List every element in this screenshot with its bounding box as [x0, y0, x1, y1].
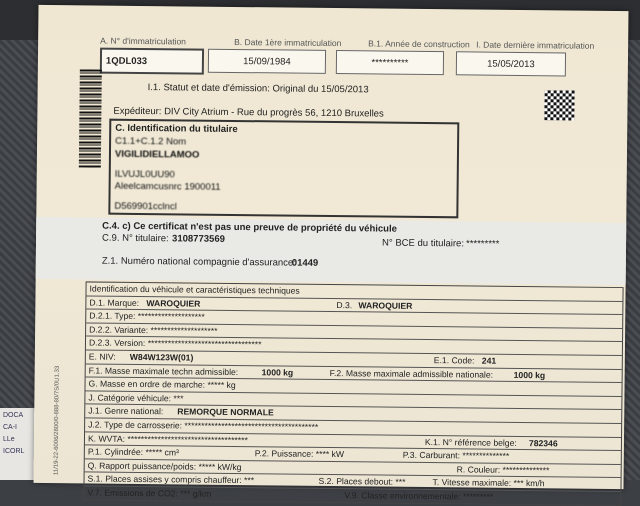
construction-year-label: B.1. Année de construction [368, 38, 470, 50]
c4-notice: C.4. c) Ce certificat n'est pas une preuve de propriété du véhicule [102, 220, 397, 235]
serial-number: 11/19-22-6006/2800/0-888-80/7S/0U1.33 [53, 365, 61, 476]
variant-field: D.2.2. Variante: ******************** [89, 324, 218, 336]
f2-label: F.2. Masse maximale admissible nationale: [329, 367, 494, 380]
bce-value: ********* [465, 238, 500, 250]
code-value: 241 [481, 355, 497, 366]
power-weight-field: Q. Rapport puissance/poids: ***** kW/kg [87, 460, 242, 472]
mass-field: G. Masse en ordre de marche: ***** kg [88, 378, 236, 391]
reference-value: 782346 [528, 437, 558, 448]
f1-label: F.1. Masse maximale techn admissible: [88, 365, 239, 377]
last-registration-label: I. Date dernière immatriculation [476, 39, 595, 51]
vin-value: W84W123W(01) [129, 351, 194, 363]
d3-label: D.3. [336, 299, 353, 310]
colour-field: R. Couleur: ************** [456, 464, 550, 476]
category-field: J. Catégorie véhicule: *** [88, 392, 184, 404]
holder-number-label: C.9. N° titulaire: [102, 232, 169, 245]
holder-line: VIGILIDIELLAMOO [114, 148, 200, 161]
d3-value: WAROQUIER [358, 299, 413, 311]
power-field: P.2. Puissance: **** kW [254, 448, 345, 460]
datamatrix-code [544, 90, 574, 120]
holder-line: D569901cclncl [114, 200, 177, 213]
fuel-field: P.3. Carburant: ************** [402, 449, 510, 462]
registration-number-value: 1QDL033 [100, 48, 204, 75]
holder-line: ILVUJL0UU90 [114, 168, 175, 181]
holder-number-value: 3108773569 [172, 233, 225, 245]
f2-value: 1000 kg [513, 369, 546, 380]
body-type-field: J.2. Type de carrosserie: **************************************** [88, 419, 319, 432]
co2-field: V.7. Emissions de CO2: *** g/km [87, 487, 212, 499]
first-registration-label: B. Date 1ère immatriculation [234, 36, 342, 49]
first-registration-value: 15/09/1984 [208, 49, 326, 74]
code-label: E.1. Code: [433, 355, 475, 366]
stub-line: LLe [3, 436, 15, 443]
stub-line: CA-I [3, 424, 17, 431]
brand-value: WAROQUIER [146, 297, 201, 309]
reference-label: K.1. N° référence belge: [424, 436, 517, 448]
standing-field: S.2. Places debout: *** [318, 476, 406, 488]
holder-box [108, 119, 459, 219]
max-speed-field: T. Vitesse maximale: *** km/h [432, 477, 545, 489]
vehicle-title: Identification du véhicule et caractéristiques techniques [89, 283, 300, 296]
type-field: D.2.1. Type: ******************** [89, 310, 205, 322]
environment-class-field: V.9. Classe environnementale: ********* [344, 490, 494, 502]
stub-line: ICORL [3, 448, 25, 455]
construction-year-value: ********** [336, 50, 444, 75]
holder-title: C. Identification du titulaire [115, 122, 238, 136]
wvta-field: K. WVTA: ************************************ [87, 432, 248, 445]
brand-label: D.1. Marque: [89, 297, 140, 308]
barcode [79, 69, 102, 167]
vehicle-table [83, 281, 623, 505]
seats-field: S.1. Places assises y compris chauffeur: *** [87, 473, 255, 486]
vin-label: E. NIV: [88, 351, 116, 362]
insurance-label: Z.1. Numéro national compagnie d'assurance: [101, 255, 296, 269]
cylinder-field: P.1. Cylindrée: ***** cm³ [87, 446, 179, 458]
sender-line: Expéditeur: DIV City Atrium - Rue du progrès 56, 1210 Bruxelles [113, 105, 384, 120]
holder-line: C1.1+C.1.2 Nom [115, 135, 187, 148]
version-field: D.2.3. Version: ********************************** [88, 337, 262, 350]
insurance-value: 01449 [291, 257, 319, 269]
registration-certificate [34, 5, 629, 502]
last-registration-value: 15/05/2013 [456, 51, 566, 76]
genre-value: REMORQUE NORMALE [177, 406, 274, 418]
stub-line: DOCA [3, 412, 24, 419]
status-line: I.1. Statut et date d'émission: Original du 15/05/2013 [147, 82, 369, 96]
f1-value: 1000 kg [261, 366, 294, 378]
genre-label: J.1. Genre national: [88, 405, 164, 417]
bce-label: N° BCE du titulaire: [381, 237, 465, 250]
holder-line: Aleelcamcusnrc 1900011 [114, 180, 221, 193]
registration-number-label: A. N° d'immatriculation [100, 35, 186, 47]
